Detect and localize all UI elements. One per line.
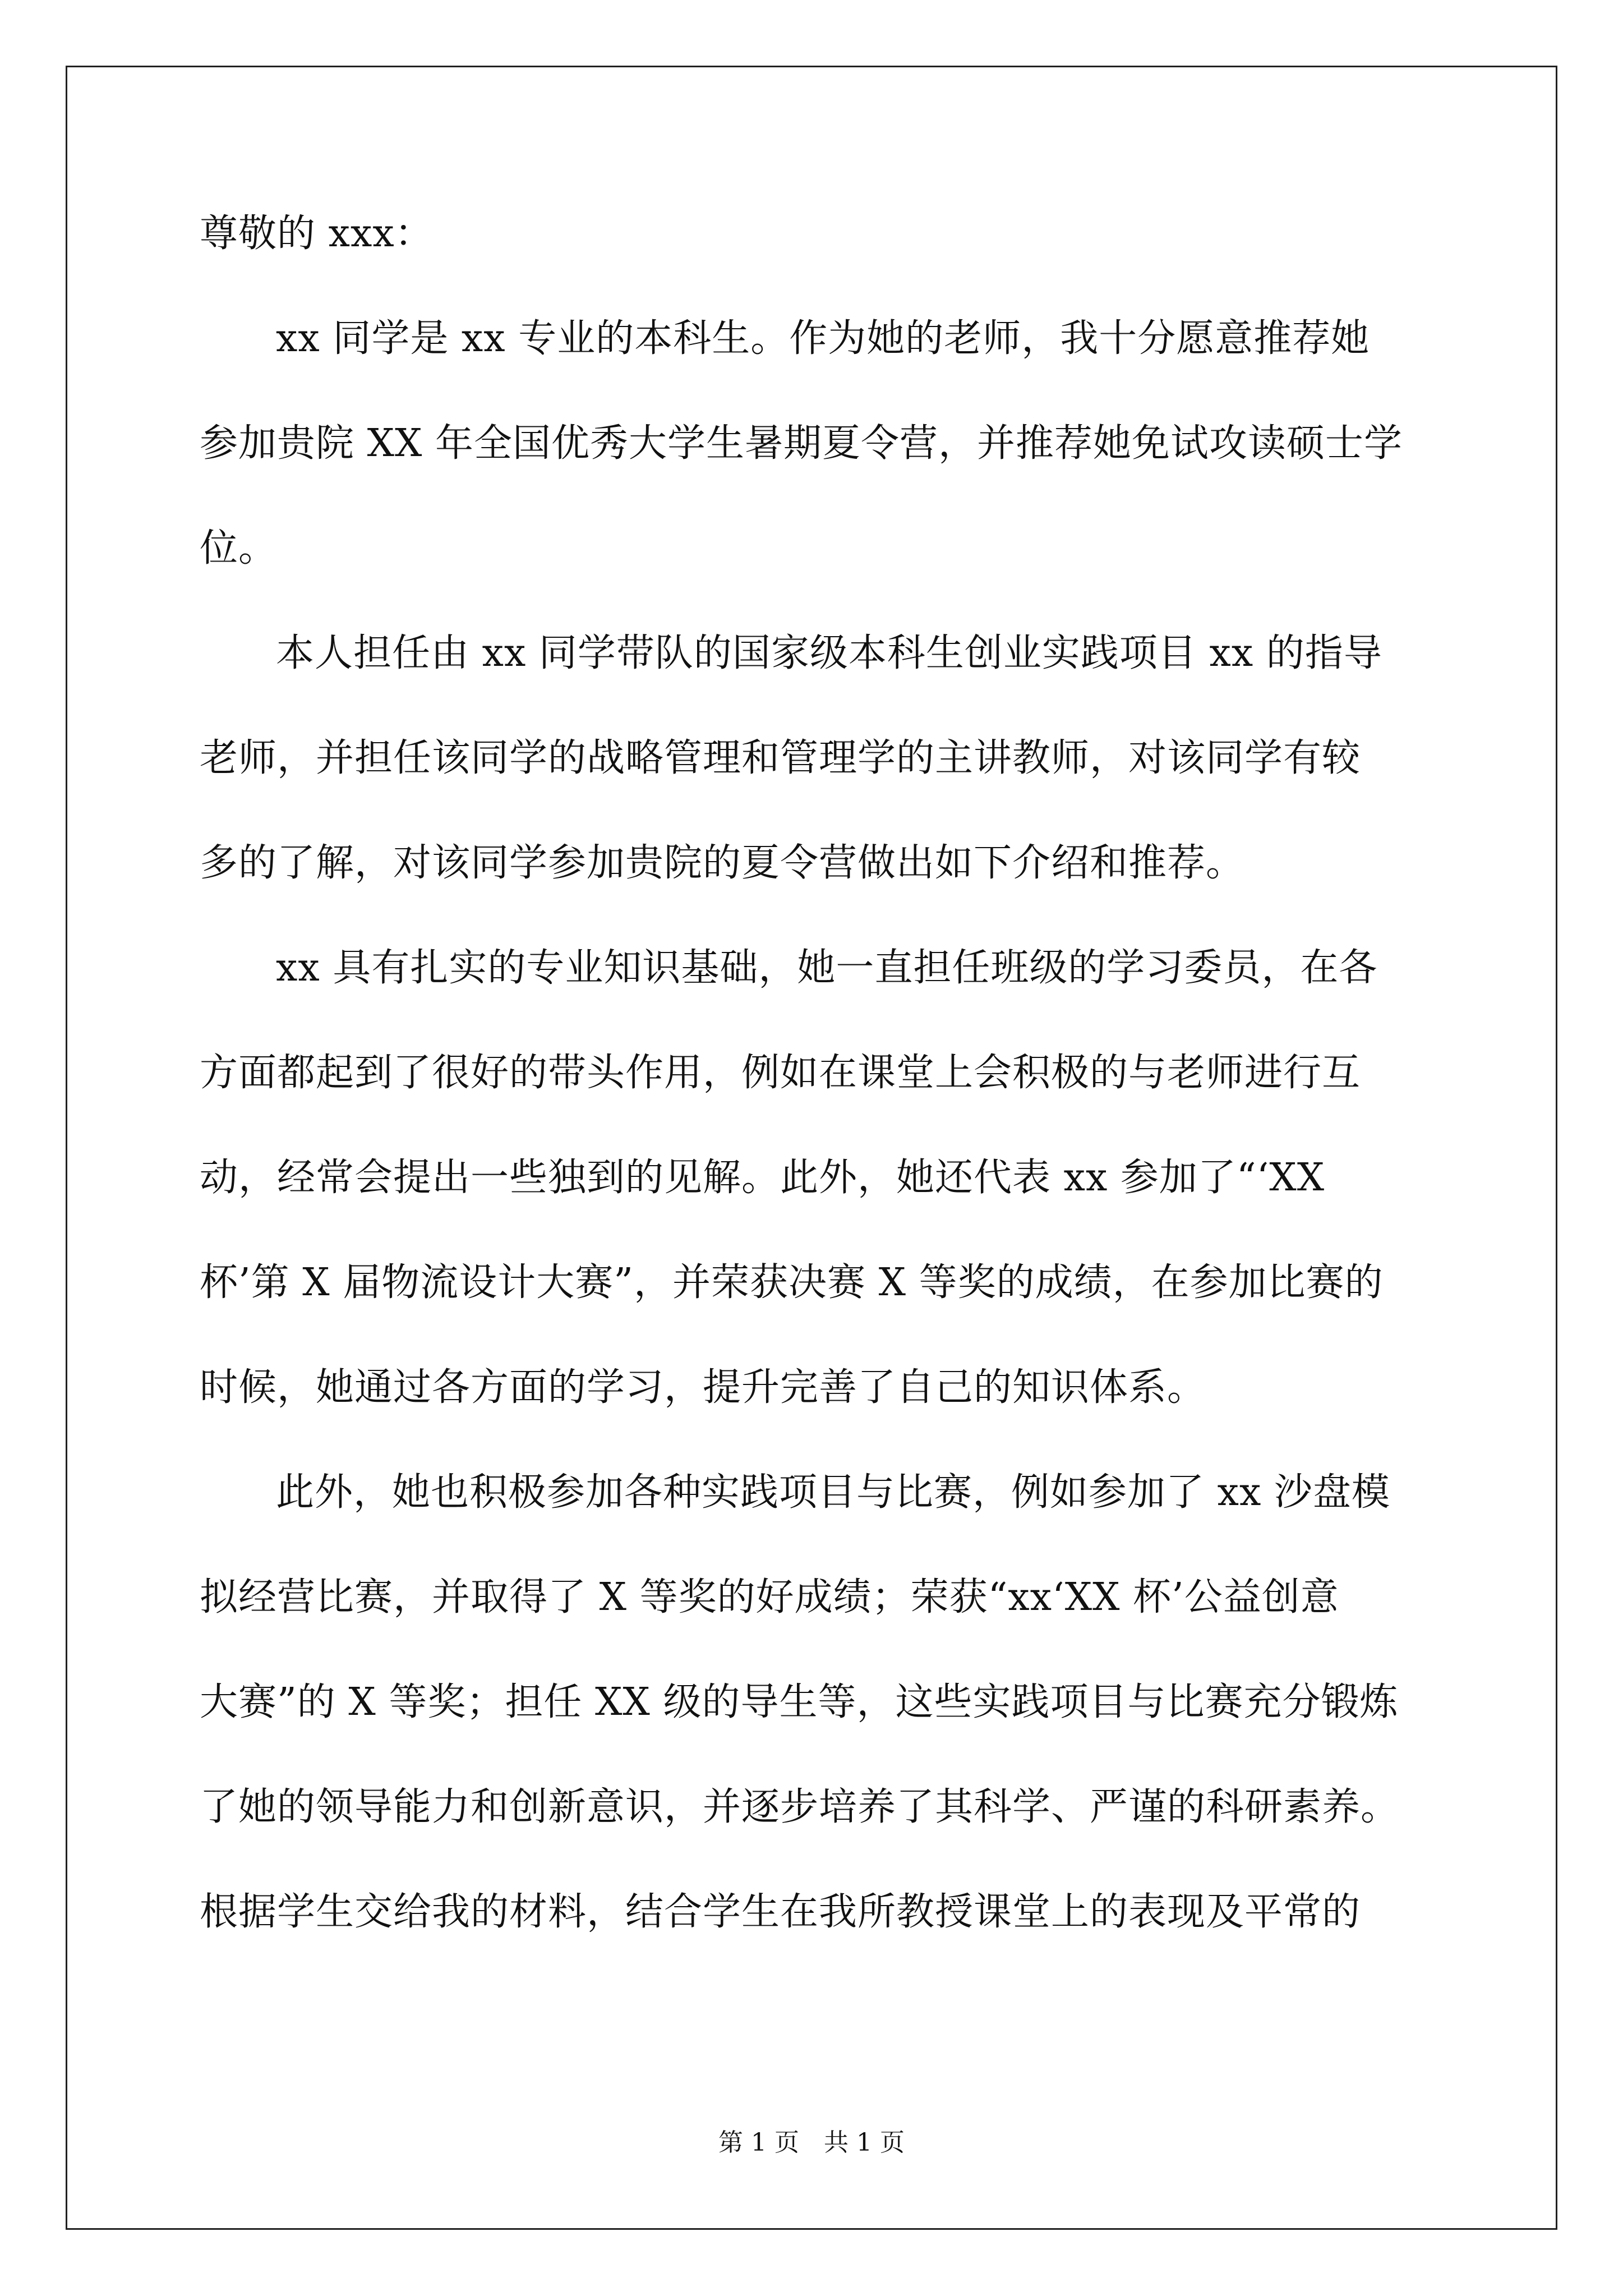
paragraph-line: 此外，她也积极参加各种实践项目与比赛，例如参加了 xx 沙盘模: [276, 1470, 1390, 1515]
paragraph-line: 本人担任由 xx 同学带队的国家级本科生创业实践项目 xx 的指导: [276, 631, 1382, 675]
paragraph-line: 根据学生交给我的材料，结合学生在我所教授课堂上的表现及平常的: [200, 1890, 1361, 1934]
paragraph-line: 时候，她通过各方面的学习，提升完善了自己的知识体系。: [200, 1365, 1206, 1410]
paragraph-line: 动，经常会提出一些独到的见解。此外，她还代表 xx 参加了“‘XX: [200, 1156, 1325, 1200]
paragraph-line: 拟经营比赛，并取得了 X 等奖的好成绩；荣获“xx‘XX 杯’公益创意: [200, 1575, 1339, 1619]
salutation: 尊敬的 xxx：: [200, 211, 434, 256]
paragraph-line: 多的了解，对该同学参加贵院的夏令营做出如下介绍和推荐。: [200, 841, 1245, 885]
paragraph-line: 了她的领导能力和创新意识，并逐步培养了其科学、严谨的科研素养。: [200, 1785, 1400, 1829]
paragraph-line: 杯’第 X 届物流设计大赛”，并荣获决赛 X 等奖的成绩，在参加比赛的: [200, 1260, 1384, 1305]
paragraph-line: 大赛”的 X 等奖；担任 XX 级的导生等，这些实践项目与比赛充分锻炼: [200, 1680, 1399, 1724]
paragraph-line: 老师，并担任该同学的战略管理和管理学的主讲教师，对该同学有较: [200, 736, 1361, 780]
paragraph-line: 位。: [200, 526, 278, 570]
paragraph-line: xx 具有扎实的专业知识基础，她一直担任班级的学习委员，在各: [276, 946, 1378, 990]
paragraph-line: 参加贵院 XX 年全国优秀大学生暑期夏令营，并推荐她免试攻读硕士学: [200, 421, 1403, 466]
paragraph-line: 方面都起到了很好的带头作用，例如在课堂上会积极的与老师进行互: [200, 1051, 1361, 1095]
paragraph-line: xx 同学是 xx 专业的本科生。作为她的老师，我十分愿意推荐她: [276, 316, 1370, 361]
page-number: 第 1 页 共 1 页: [718, 2128, 905, 2157]
